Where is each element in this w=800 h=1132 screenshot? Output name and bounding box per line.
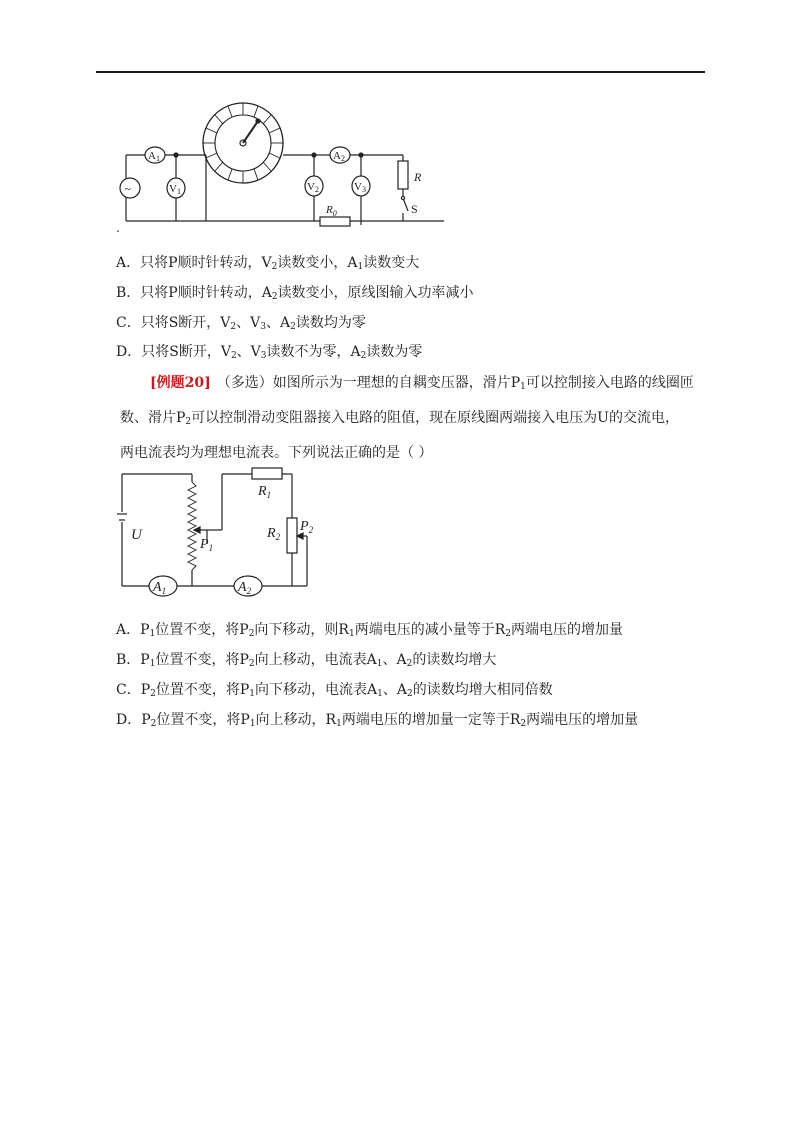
q20-option-c: C．$P_2$位置不变，将$P_1$向下移动，电流表$A_1$、$A_2$的读数均增大相同倍数	[116, 682, 553, 699]
q20-option-d: D．$P_2$位置不变，将$P_1$向上移动，$R_1$两端电压的增加量一定等于$R_2$两端电压的增加量	[116, 712, 639, 729]
svg-text:V3: V3	[354, 181, 366, 194]
p2-label: $P_2$	[300, 519, 314, 535]
r1-label: $R_1$	[258, 484, 272, 500]
q20-option-a: A．$P_1$位置不变，将$P_2$向下移动，则$R_1$两端电压的减小量等于$R_2$两端电压的增加量	[116, 622, 623, 639]
header-rule	[96, 71, 705, 73]
p1-label: $P_1$	[200, 537, 214, 553]
svg-text:A1: A1	[148, 150, 160, 163]
u-label: U	[131, 527, 142, 543]
a2-meter-label: $A_2$	[238, 580, 252, 596]
a1-sub: 1	[155, 154, 160, 163]
example-tag: [例题20]	[150, 375, 211, 391]
ac-source-symbol: ~	[124, 182, 131, 196]
q19-option-c: C．只将S断开，$V_2$、$V_3$、$A_2$读数均为零	[116, 315, 366, 332]
figure-toroid-circuit	[118, 95, 444, 230]
svg-text:V2: V2	[307, 181, 319, 194]
svg-text:V1: V1	[169, 183, 181, 196]
svg-text:R: R	[414, 170, 422, 184]
q19-option-d: D．只将S断开，$V_2$、$V_3$读数不为零，$A_2$读数为零	[116, 344, 423, 361]
svg-text:R0: $R_0$	[326, 204, 337, 218]
figure-caption-dot: .	[116, 221, 120, 235]
figure-autotransformer-circuit	[112, 462, 327, 612]
a1-meter-label: $A_1$	[153, 580, 167, 596]
r2-label: $R_2$	[267, 526, 281, 542]
q20-option-b: B．$P_1$位置不变，将$P_2$向上移动，电流表$A_1$、$A_2$的读数均增大	[116, 652, 497, 669]
svg-text:S: S	[411, 202, 418, 216]
q19-option-a: A．只将P顺时针转动，$V_2$读数变小，$A_1$读数变大	[116, 255, 420, 272]
svg-text:A2: A2	[333, 150, 345, 163]
q19-option-b: B．只将P顺时针转动，$A_2$读数变小，原线图输入功率减小	[116, 285, 474, 302]
q20-stem: [例题20] （多选）如图所示为一理想的自耦变压器，滑片$P_1$可以控制接入电路的线圈匝 数、滑片$P_2$可以控制滑动变阻器接入电路的阻值，现在原线圈两端接入电压为U的交流电， 两电流表均为理想电流表。下列说法正确的是（ ）	[120, 375, 694, 461]
